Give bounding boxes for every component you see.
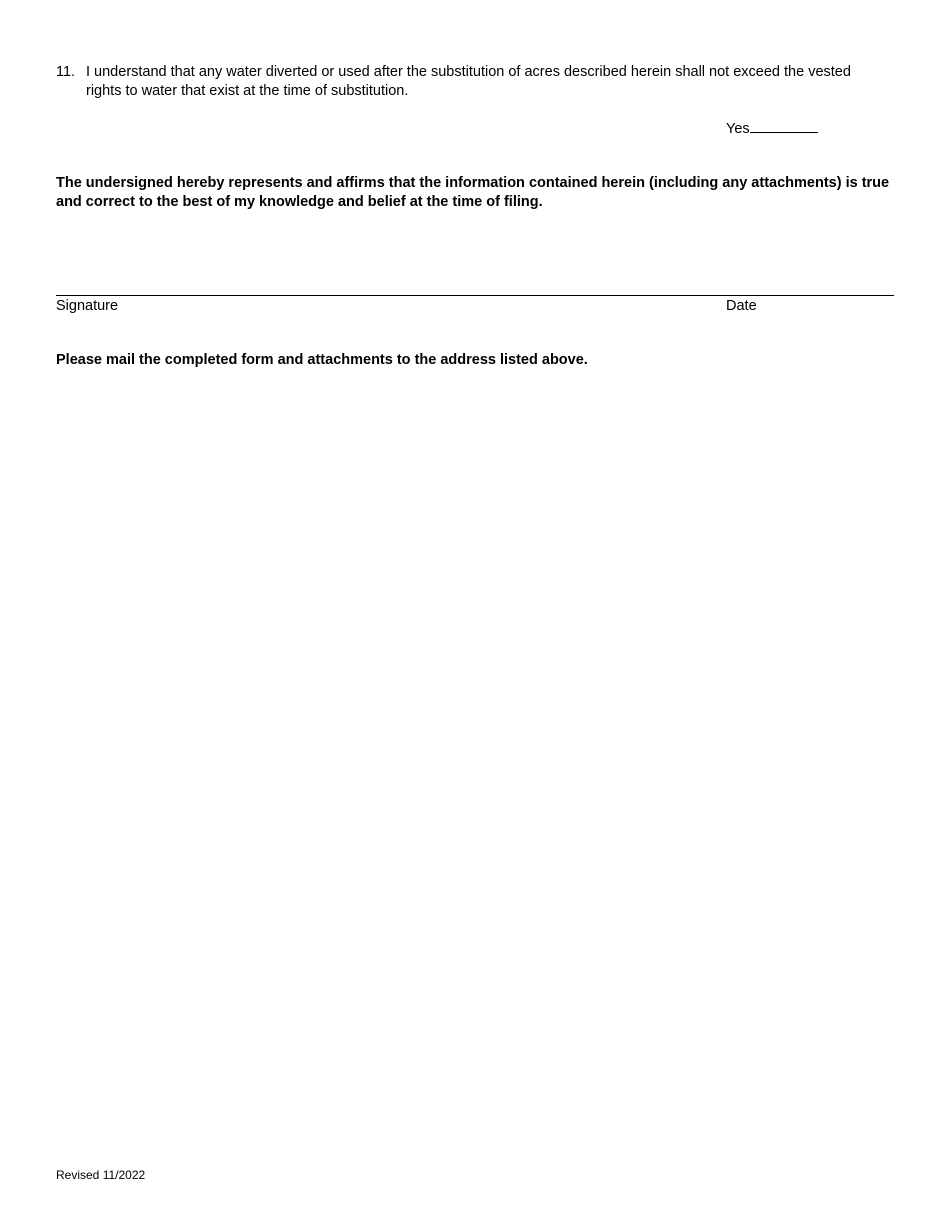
signature-label: Signature xyxy=(56,298,119,314)
date-label: Date xyxy=(726,298,757,314)
revision-footer: Revised 11/2022 xyxy=(56,1168,146,1182)
item-text: I understand that any water diverted or used after the substitution of acres described herein shall not exceed the vested rights to water that exist at the time of substitution. xyxy=(86,64,851,99)
mail-instruction: Please mail the completed form and attachments to the address listed above. xyxy=(56,352,588,368)
yes-blank[interactable] xyxy=(750,118,818,133)
item-number: 11. xyxy=(56,64,76,80)
affirmation-statement: The undersigned hereby represents and affirms that the information contained herein (including any attachments) is true and correct to the best of my knowledge and belief at the time of filing. xyxy=(56,175,890,210)
item-11 xyxy=(56,63,876,101)
signature-line[interactable] xyxy=(56,295,894,296)
yes-label: Yes xyxy=(726,121,750,137)
yes-field[interactable] xyxy=(726,118,818,137)
